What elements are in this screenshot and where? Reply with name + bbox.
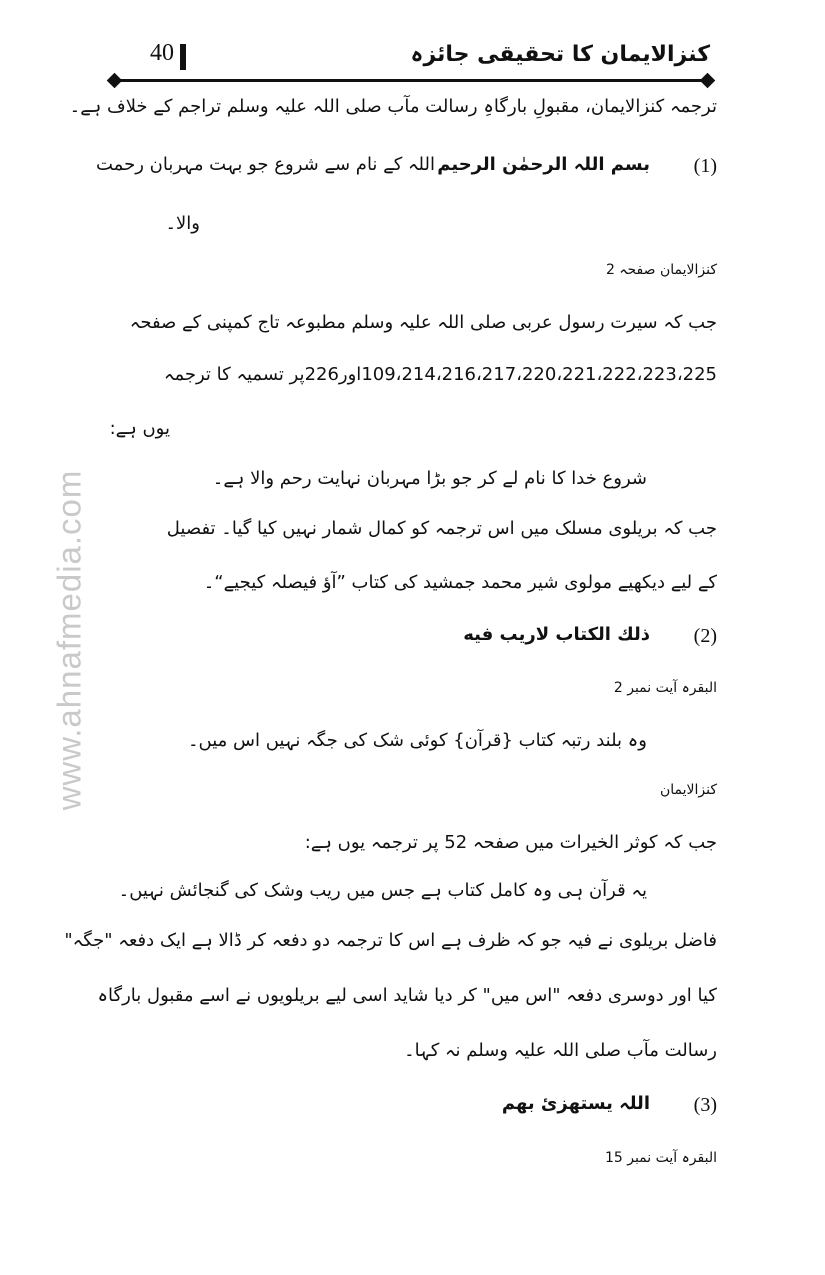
- item1-note-line1: جب کہ بریلوی مسلک میں اس ترجمہ کو کمال شمار نہیں کیا گیا۔ تفصیل: [166, 518, 717, 539]
- item1-comparison-line2: 109،214،216،217،220،221،222،223،225اور226پر تسمیہ کا ترجمہ: [163, 364, 717, 385]
- item1-quoted-translation: شروع خدا کا نام لے کر جو بڑا مہربان نہایت رحم والا ہے۔: [212, 468, 647, 489]
- item2-translation: وہ بلند رتبہ کتاب {قرآن} کوئی شک کی جگہ نہیں اس میں۔: [187, 730, 647, 751]
- item1-number: (1): [693, 155, 717, 177]
- item1-note-line2: کے لیے دیکھیے مولوی شیر محمد جمشید کی کتاب ”آؤ فیصلہ کیجیے“۔: [203, 572, 717, 593]
- item1-translation-line2: والا۔: [165, 213, 200, 234]
- item2-comparison-line1: جب کہ کوثر الخیرات میں صفحہ 52 پر ترجمہ یوں ہے:: [304, 832, 717, 853]
- item3-number: (3): [693, 1094, 717, 1116]
- item2-note-line3: رسالت مآب صلی اللہ علیہ وسلم نہ کہا۔: [404, 1040, 717, 1061]
- header-rule: [115, 79, 707, 82]
- watermark-text: www.ahnafmedia.com: [50, 469, 88, 811]
- rule-right-diamond: [700, 73, 716, 89]
- item1-translation-line1: اللہ کے نام سے شروع جو بہت مہربان رحمت: [96, 154, 435, 175]
- item2-note-line2: کیا اور دوسری دفعہ "اس میں" کر دیا شاید اسی لیے بریلویوں نے اسے مقبول بارگاہ: [97, 985, 717, 1006]
- page-number: 40: [150, 40, 174, 66]
- page-number-bar: [180, 44, 186, 70]
- running-header-title: کنزالایمان کا تحقیقی جائزہ: [410, 42, 710, 67]
- item2-quoted-translation: یہ قرآن ہی وہ کامل کتاب ہے جس میں ریب وشک کی گنجائش نہیں۔: [118, 880, 647, 901]
- item2-source: کنزالایمان: [659, 782, 717, 798]
- item3-reference: البقرہ آیت نمبر 15: [604, 1150, 717, 1166]
- item2-note-line1: فاضل بریلوی نے فیہ جو کہ ظرف ہے اس کا ترجمہ دو دفعہ کر ڈالا ہے ایک دفعہ "جگہ": [64, 930, 717, 951]
- item1-arabic: بسم اللہ الرحمٰن الرحیم: [437, 154, 650, 175]
- item1-comparison-line1: جب کہ سیرت رسول عربی صلی اللہ علیہ وسلم مطبوعہ تاج کمپنی کے صفحہ: [129, 312, 717, 333]
- watermark: [14, 430, 124, 850]
- rule-left-diamond: [107, 73, 123, 89]
- item1-reference: کنزالایمان صفحہ 2: [605, 262, 717, 278]
- item2-number: (2): [693, 625, 717, 647]
- intro-line: ترجمہ کنزالایمان، مقبولِ بارگاہِ رسالت مآب صلی اللہ علیہ وسلم تراجم کے خلاف ہے۔: [69, 96, 717, 117]
- item3-arabic: اللہ یستھزئ بھم: [501, 1093, 650, 1114]
- item2-arabic: ذلك الكتاب لاريب فيه: [463, 624, 650, 645]
- item1-comparison-line3: یوں ہے:: [109, 418, 170, 439]
- item2-reference: البقرہ آیت نمبر 2: [613, 680, 717, 696]
